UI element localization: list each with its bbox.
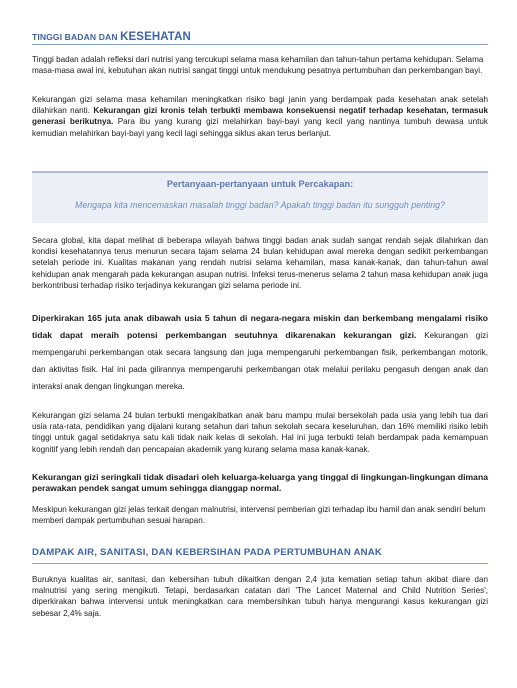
paragraph-unnoticed-bold: Kekurangan gizi seringkali tidak disadari oleh keluarga-keluarga yang tinggal di lingkungan-lingkungan dimana perawakan pendek sangat umum sehingga dianggap normal. — [32, 472, 488, 494]
paragraph-estimate-bold: Diperkirakan 165 juta anak dibawah usia 5 tahun di negara-negara miskin dan berkembang mengalami risiko tidak dapat meraih potensi perkembangan seutuhnya dikarenakan kekurangan gizi. — [32, 313, 488, 340]
paragraph-unnoticed — [32, 472, 488, 494]
section-title-small: TINGGI BADAN DAN — [32, 32, 121, 42]
discussion-question-heading: Pertanyaan-pertanyaan untuk Percakapan: — [166, 179, 354, 189]
paragraph-global: Secara global, kita dapat melihat di beberapa wilayah bahwa tinggi badan anak sudah sangat rendah sejak dilahirkan dan kondisi kesehatannya terus menurun secara tajam selama 24 bulan kehidupan awal mereka dengan sedikit perkembangan setelah periode ini. Kualitas makanan yang rendah nutrisi selama kehamilan, masa kanak-kanak, dan tahun-tahun awal kehidupan anak mengarah pada kekurangan asupan nutrisi. Infeksi terus-menerus selama 2 tahun masa kehidupan anak juga berkontribusi terhadap risiko terjadinya kekurangan gizi selama periode ini. — [32, 236, 488, 290]
paragraph-pregnancy-rest: Para ibu yang kurang gizi melahirkan bayi-bayi yang kecil yang nantinya tumbuh dewasa untuk kemudian melahirkan bayi-bayi yang kecil lagi sehingga siklus akan terus berlanjut. — [32, 117, 488, 138]
paragraph-pregnancy — [32, 94, 488, 139]
discussion-question-box — [32, 171, 488, 223]
discussion-question-text: Mengapa kita mencemaskan masalah tinggi badan? Apakah tinggi badan itu sungguh penting? — [75, 200, 445, 210]
paragraph-intro: Tinggi badan adalah refleksi dari nutrisi yang tercukupi selama masa kehamilan dan tahun-tahun pertama kehidupan. Selama masa-masa awal ini, kebutuhan akan nutrisi sangat tinggi untuk mendukung pesatnya pertumbuhan dan perkembangan bayi. — [32, 55, 484, 76]
paragraph-estimate-rest: Kekurangan gizi mempengaruhi perkembangan otak secara langsung dan juga mempengaruhi perkembangan fisik, perkembangan motorik, dan aktivitas fisik. Hal ini pada gilirannya mempengaruhi perkembangan otak melalui perilaku pengasuh dengan anak dan interaksi anak dengan lingkungan mereka. — [32, 331, 489, 391]
paragraph-pregnancy-bold: Kekurangan gizi kronis telah terbukti membawa konsekuensi negatif terhadap kesehatan, termasuk generasi berikutnya. — [32, 106, 488, 127]
section-heading-water-sanitation: DAMPAK AIR, SANITASI, DAN KEBERSIHAN PADA PERTUMBUHAN ANAK — [32, 547, 383, 558]
paragraph-interventions: Meskipun kekurangan gizi jelas terkait dengan malnutrisi, intervensi pemberian gizi terhadap ibu hamil dan anak sendiri belum memberi dampak pertumbuhan sesuai harapan. — [32, 505, 486, 526]
section-title-big: KESEHATAN — [120, 31, 191, 43]
paragraph-estimate — [32, 310, 488, 395]
paragraph-schooling: Kekurangan gizi selama 24 bulan terbukti mengakibatkan anak baru mampu mulai bersekolah pada usia yang lebih tua dari usia rata-rata, pendidikan yang dijalani kurang setahun dari tahun sekolah secara keseluruhan, dan 16% memiliki risiko lebih tinggi untuk gagal setidaknya satu kali tidak naik kelas di sekolah. Hal ini juga terbukti telah berdampak pada kemampuan kognitif yang lebih rendah dan pencapaian akademik yang kurang selama masa kanak-kanak. — [32, 411, 488, 454]
section-title — [32, 27, 191, 45]
paragraph-water: Buruknya kualitas air, sanitasi, dan kebersihan tubuh dikaitkan dengan 2,4 juta kematian setiap tahun akibat diare dan malnutrisi yang sering mengikuti. Tetapi, berdasarkan catatan dari 'The Lancet Maternal and Child Nutrition Series', diperkirakan bahwa intervensi untuk meningkatkan cara membersihkan tubuh hanya mengurangi kasus kekurangan gizi sebesar 2,4% saja. — [32, 575, 488, 618]
paragraph-pregnancy-text: Kekurangan gizi selama masa kehamilan meningkatkan risiko bagi janin yang berdampak pada kesehatan anak setelah dilahirkan nanti. — [32, 95, 488, 116]
section-divider — [32, 563, 488, 564]
title-divider — [32, 44, 488, 45]
